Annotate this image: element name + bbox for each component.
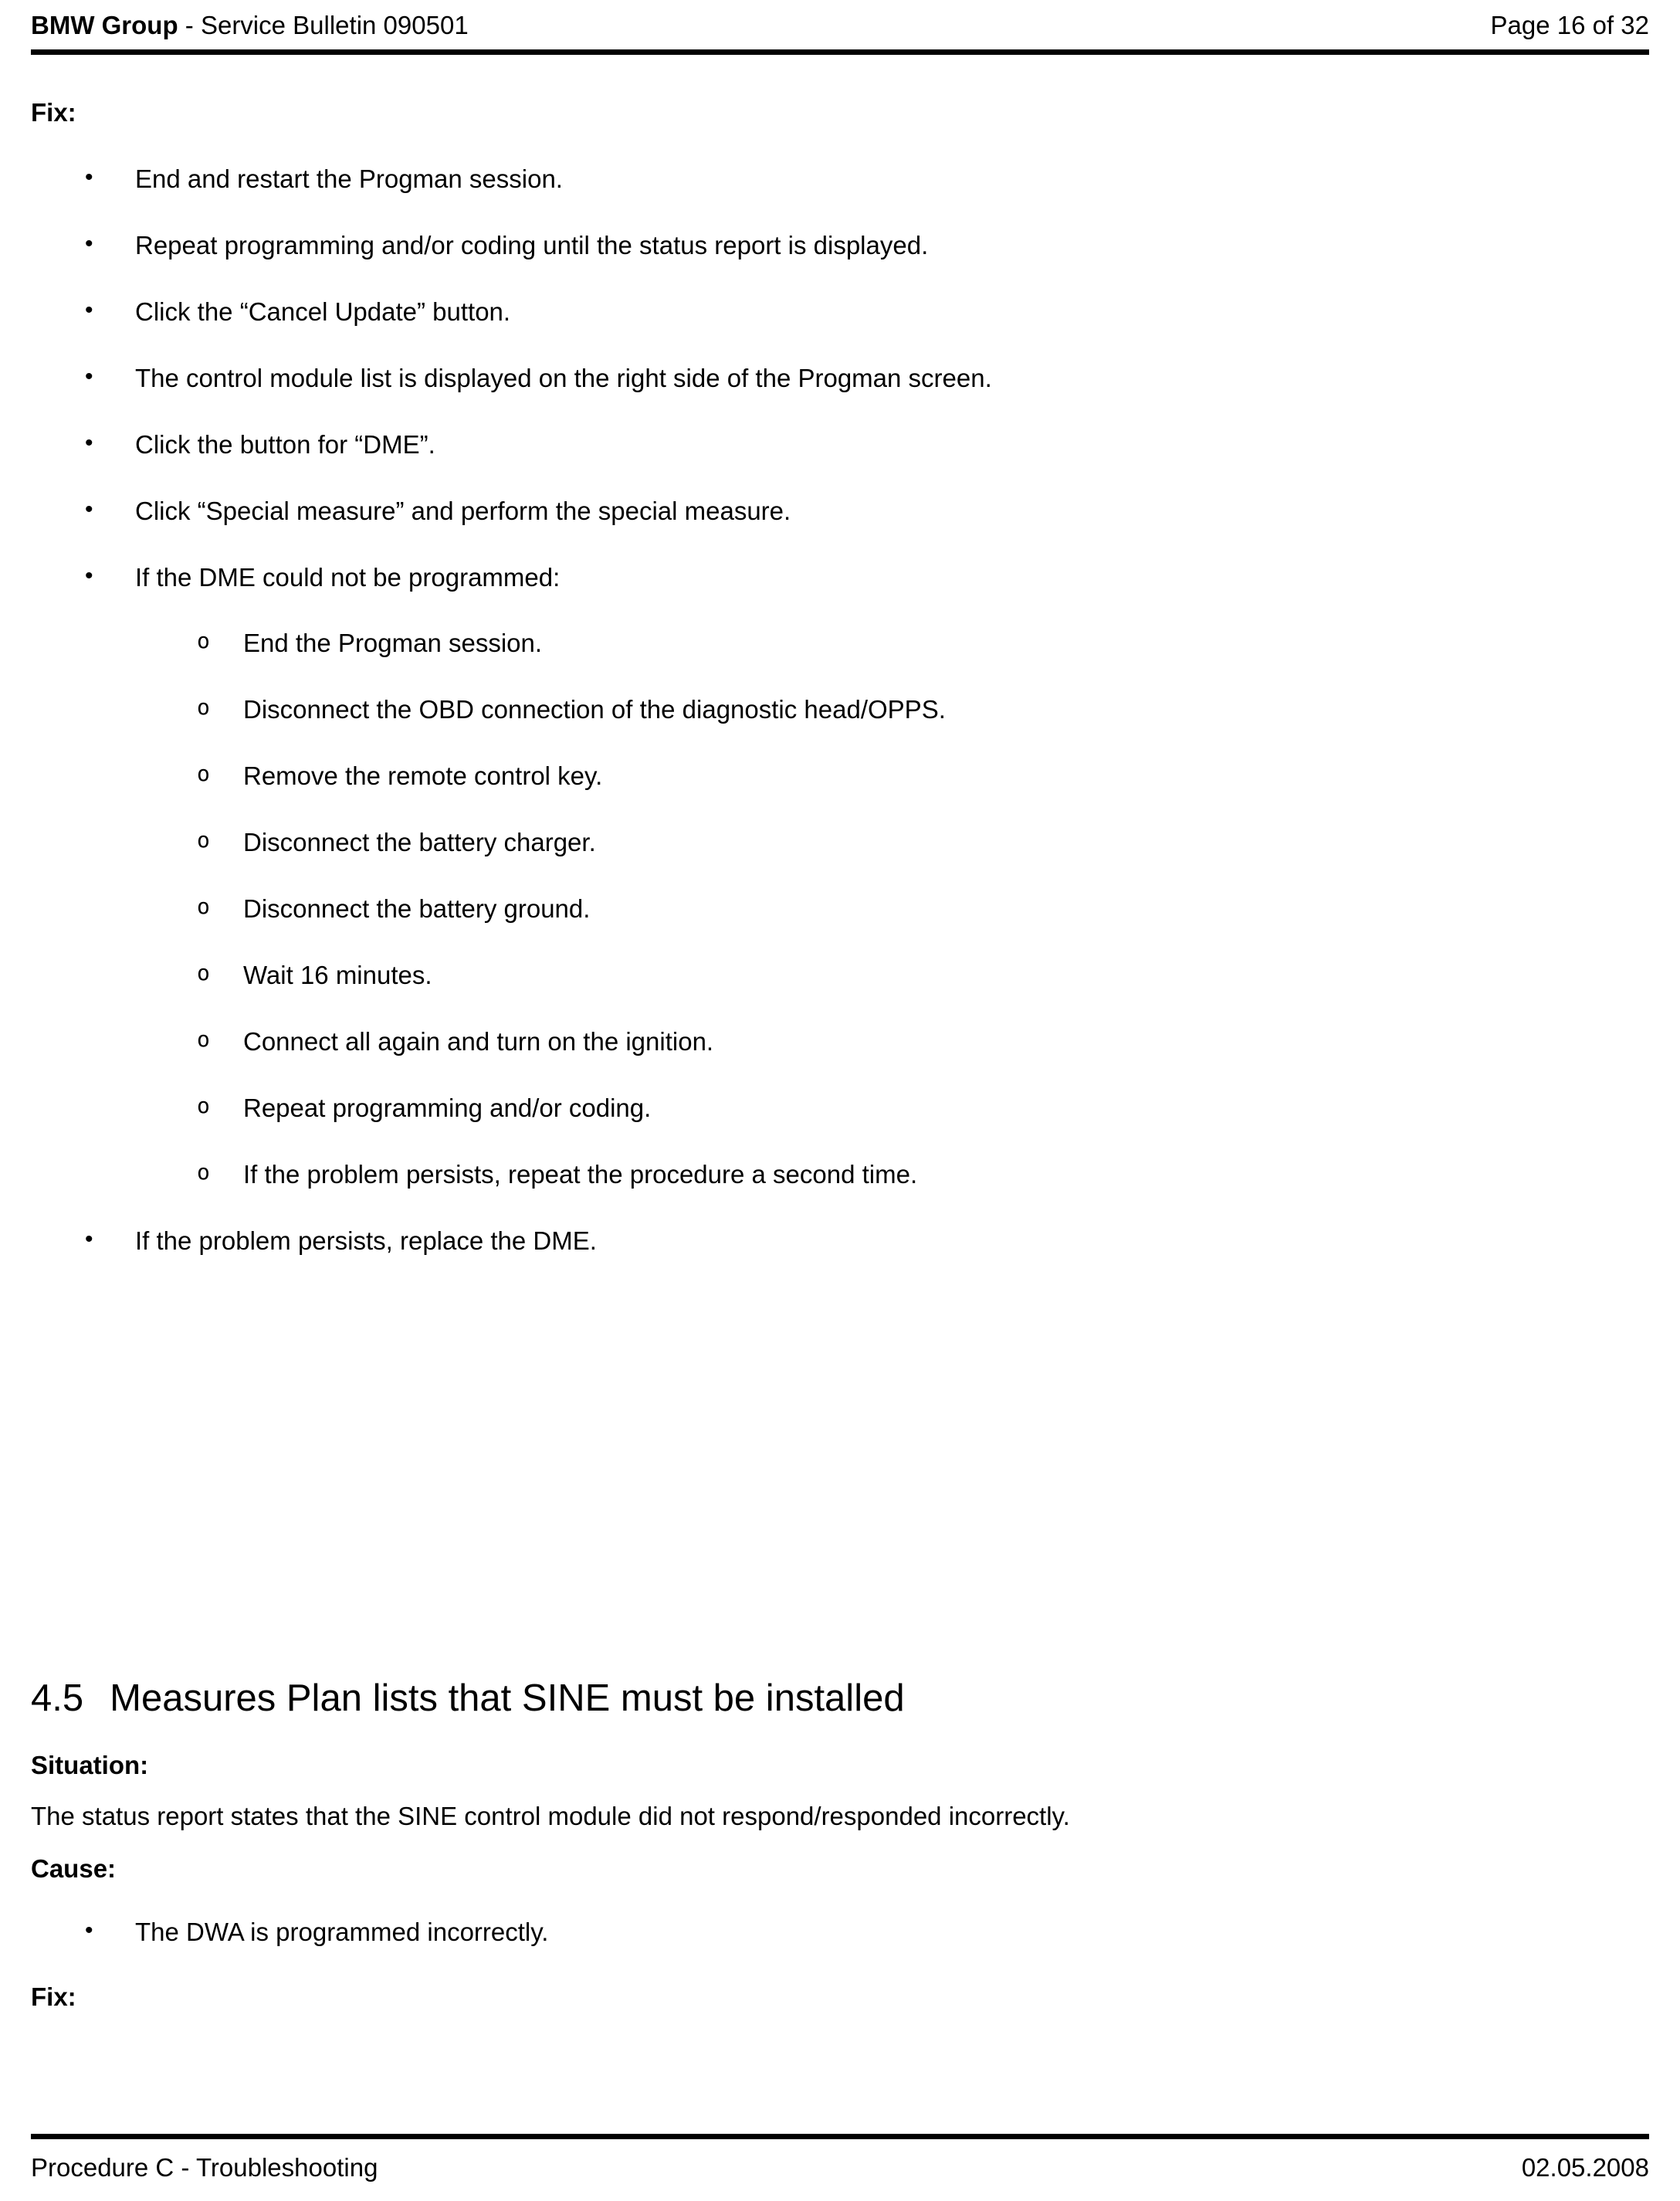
bullet-text: The DWA is programmed incorrectly. xyxy=(135,1917,549,1946)
cause-label: Cause: xyxy=(31,1854,117,1884)
sub-list-item xyxy=(31,961,1649,990)
footer-right: 02.05.2008 xyxy=(1521,2153,1649,2182)
circle-bullet-marker-icon: o xyxy=(197,894,210,920)
sub-bullet-text: Disconnect the battery ground. xyxy=(243,894,591,924)
bullet-marker-icon: • xyxy=(85,297,93,323)
sub-list-item xyxy=(31,629,1649,658)
situation-label: Situation: xyxy=(31,1751,149,1780)
bullet-text: If the DME could not be programmed: xyxy=(135,562,561,592)
bullet-marker-icon: • xyxy=(85,562,93,588)
footer-left: Procedure C - Troubleshooting xyxy=(31,2153,378,2182)
section-number: 4.5 xyxy=(31,1677,84,1719)
bullet-marker-icon: • xyxy=(85,1226,93,1252)
sub-bullet-text: Connect all again and turn on the ignition. xyxy=(243,1027,714,1056)
dme-sub-list xyxy=(31,629,1649,1189)
circle-bullet-marker-icon: o xyxy=(197,761,210,787)
sub-bullet-text: If the problem persists, repeat the procedure a second time. xyxy=(243,1159,918,1189)
closing-bullet-list xyxy=(31,1226,1649,1256)
fix-label-2: Fix: xyxy=(31,1982,76,2011)
bullet-marker-icon: • xyxy=(85,363,93,389)
bullet-text: Click the “Cancel Update” button. xyxy=(135,297,511,326)
page-number: Page 16 of 32 xyxy=(1490,11,1649,39)
sub-bullet-text: End the Progman session. xyxy=(243,629,543,658)
section-title: Measures Plan lists that SINE must be installed xyxy=(110,1677,905,1719)
bullet-marker-icon: • xyxy=(85,496,93,522)
sub-bullet-text: Repeat programming and/or coding. xyxy=(243,1094,652,1122)
sub-list-item xyxy=(31,1027,1649,1056)
circle-bullet-marker-icon: o xyxy=(197,628,210,654)
bullet-text: If the problem persists, replace the DME. xyxy=(135,1226,597,1255)
sub-list-item xyxy=(31,761,1649,791)
list-item xyxy=(31,1918,1649,1947)
list-item xyxy=(31,364,1649,393)
circle-bullet-marker-icon: o xyxy=(197,1026,210,1053)
sub-list-item xyxy=(31,695,1649,724)
list-item xyxy=(31,297,1649,327)
situation-text: The status report states that the SINE control module did not respond/responded incorrectly. xyxy=(31,1802,1070,1831)
cause-bullet-list xyxy=(31,1918,1649,1947)
header-title xyxy=(31,11,469,40)
page-header xyxy=(31,0,1649,55)
sub-bullet-text: Disconnect the OBD connection of the diagnostic head/OPPS. xyxy=(243,695,946,724)
sub-list-item xyxy=(31,1094,1649,1123)
bullet-marker-icon: • xyxy=(85,164,93,190)
sub-bullet-text: Wait 16 minutes. xyxy=(243,961,432,990)
bullet-text: End and restart the Progman session. xyxy=(135,164,563,193)
bullet-text: Click the button for “DME”. xyxy=(135,429,435,459)
bullet-marker-icon: • xyxy=(85,230,93,256)
fix-label-1: Fix: xyxy=(31,97,76,127)
list-item xyxy=(31,430,1649,460)
sub-list-item xyxy=(31,894,1649,924)
header-brand: BMW Group xyxy=(31,11,178,39)
circle-bullet-marker-icon: o xyxy=(197,827,210,853)
sub-list-item xyxy=(31,828,1649,857)
sub-bullet-text: Disconnect the battery charger. xyxy=(243,828,596,857)
list-item xyxy=(31,497,1649,526)
bullet-text: Click “Special measure” and perform the special measure. xyxy=(135,496,791,525)
circle-bullet-marker-icon: o xyxy=(197,694,210,721)
circle-bullet-marker-icon: o xyxy=(197,960,210,986)
list-item xyxy=(31,164,1649,194)
bullet-marker-icon: • xyxy=(85,429,93,456)
bullet-text: Repeat programming and/or coding until the status report is displayed. xyxy=(135,230,929,259)
sub-bullet-text: Remove the remote control key. xyxy=(243,761,603,791)
circle-bullet-marker-icon: o xyxy=(197,1093,210,1118)
bullet-text: The control module list is displayed on the right side of the Progman screen. xyxy=(135,363,992,392)
section-heading xyxy=(31,1677,1649,1720)
fix-bullet-list xyxy=(31,164,1649,592)
list-item xyxy=(31,563,1649,592)
page-footer xyxy=(31,2134,1649,2182)
list-item xyxy=(31,1226,1649,1256)
bullet-marker-icon: • xyxy=(85,1917,93,1943)
sub-list-item xyxy=(31,1160,1649,1189)
header-title-rest: - Service Bulletin 090501 xyxy=(178,11,469,39)
circle-bullet-marker-icon: o xyxy=(197,1158,210,1185)
list-item xyxy=(31,231,1649,260)
